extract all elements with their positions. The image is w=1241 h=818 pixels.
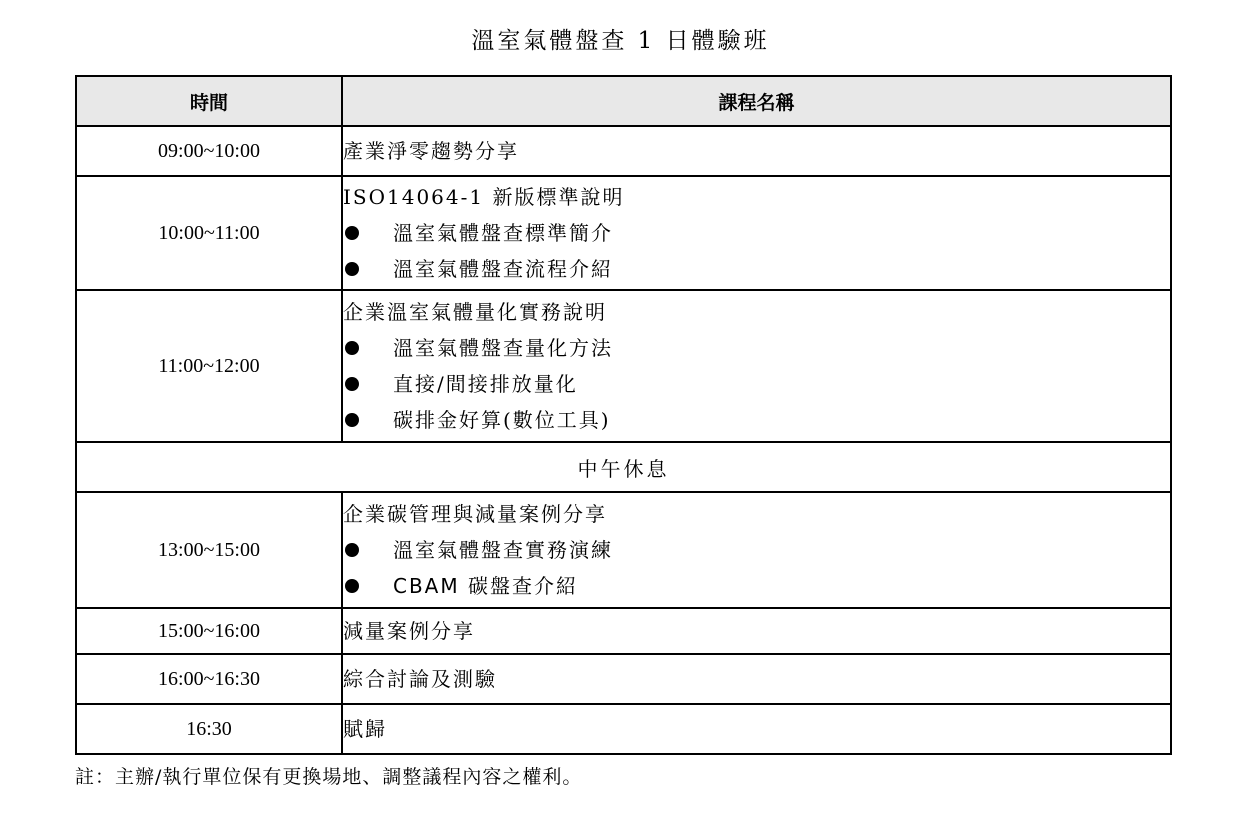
bullet-icon (345, 341, 359, 355)
lunch-break-cell: 中午休息 (76, 442, 1171, 492)
bullet-text: 溫室氣體盤查流程介紹 (393, 257, 613, 281)
bullet-text: 直接/間接排放量化 (393, 372, 578, 396)
bullet-text: 溫室氣體盤查實務演練 (393, 538, 613, 562)
table-row (76, 608, 1171, 654)
schedule-table (75, 75, 1172, 755)
bullet-icon (345, 543, 359, 557)
course-title: 企業碳管理與減量案例分享 (343, 502, 607, 526)
bullet-icon (345, 579, 359, 593)
bullet-item (343, 402, 1170, 438)
table-row (76, 176, 1171, 290)
time-cell: 11:00~12:00 (76, 290, 342, 442)
course-cell (342, 290, 1171, 442)
course-cell (342, 608, 1171, 654)
time-cell: 13:00~15:00 (76, 492, 342, 608)
course-cell (342, 126, 1171, 176)
time-cell: 15:00~16:00 (76, 608, 342, 654)
table-row (76, 704, 1171, 754)
table-row (76, 442, 1171, 492)
bullet-item (343, 366, 1170, 402)
column-header-course: 課程名稱 (342, 76, 1171, 126)
column-header-time: 時間 (76, 76, 342, 126)
course-title: 賦歸 (343, 717, 387, 741)
bullet-item (343, 532, 1170, 568)
time-cell: 16:30 (76, 704, 342, 754)
footnote: 註：主辦/執行單位保有更換場地、調整議程內容之權利。 (75, 766, 583, 788)
course-title: 企業溫室氣體量化實務說明 (343, 300, 607, 324)
bullet-icon (345, 413, 359, 427)
course-title: 綜合討論及測驗 (343, 667, 497, 691)
bullet-item (343, 330, 1170, 366)
course-title: ISO14064-1 新版標準說明 (343, 185, 625, 209)
bullet-item (343, 251, 1170, 287)
time-cell: 10:00~11:00 (76, 176, 342, 290)
table-row (76, 290, 1171, 442)
table-header-row (76, 76, 1171, 126)
bullet-item (343, 215, 1170, 251)
course-cell (342, 492, 1171, 608)
bullet-item (343, 568, 1170, 604)
table-row (76, 654, 1171, 704)
bullet-text: CBAM 碳盤查介紹 (393, 574, 578, 598)
course-title: 產業淨零趨勢分享 (343, 139, 519, 163)
bullet-icon (345, 262, 359, 276)
page-title: 溫室氣體盤查 1 日體驗班 (471, 28, 770, 54)
course-title: 減量案例分享 (343, 619, 475, 643)
course-cell (342, 654, 1171, 704)
bullet-text: 碳排金好算(數位工具) (393, 408, 611, 432)
course-cell (342, 704, 1171, 754)
bullet-icon (345, 377, 359, 391)
bullet-icon (345, 226, 359, 240)
table-row (76, 492, 1171, 608)
time-cell: 09:00~10:00 (76, 126, 342, 176)
course-cell (342, 176, 1171, 290)
bullet-text: 溫室氣體盤查量化方法 (393, 336, 613, 360)
table-row (76, 126, 1171, 176)
bullet-text: 溫室氣體盤查標準簡介 (393, 221, 613, 245)
time-cell: 16:00~16:30 (76, 654, 342, 704)
